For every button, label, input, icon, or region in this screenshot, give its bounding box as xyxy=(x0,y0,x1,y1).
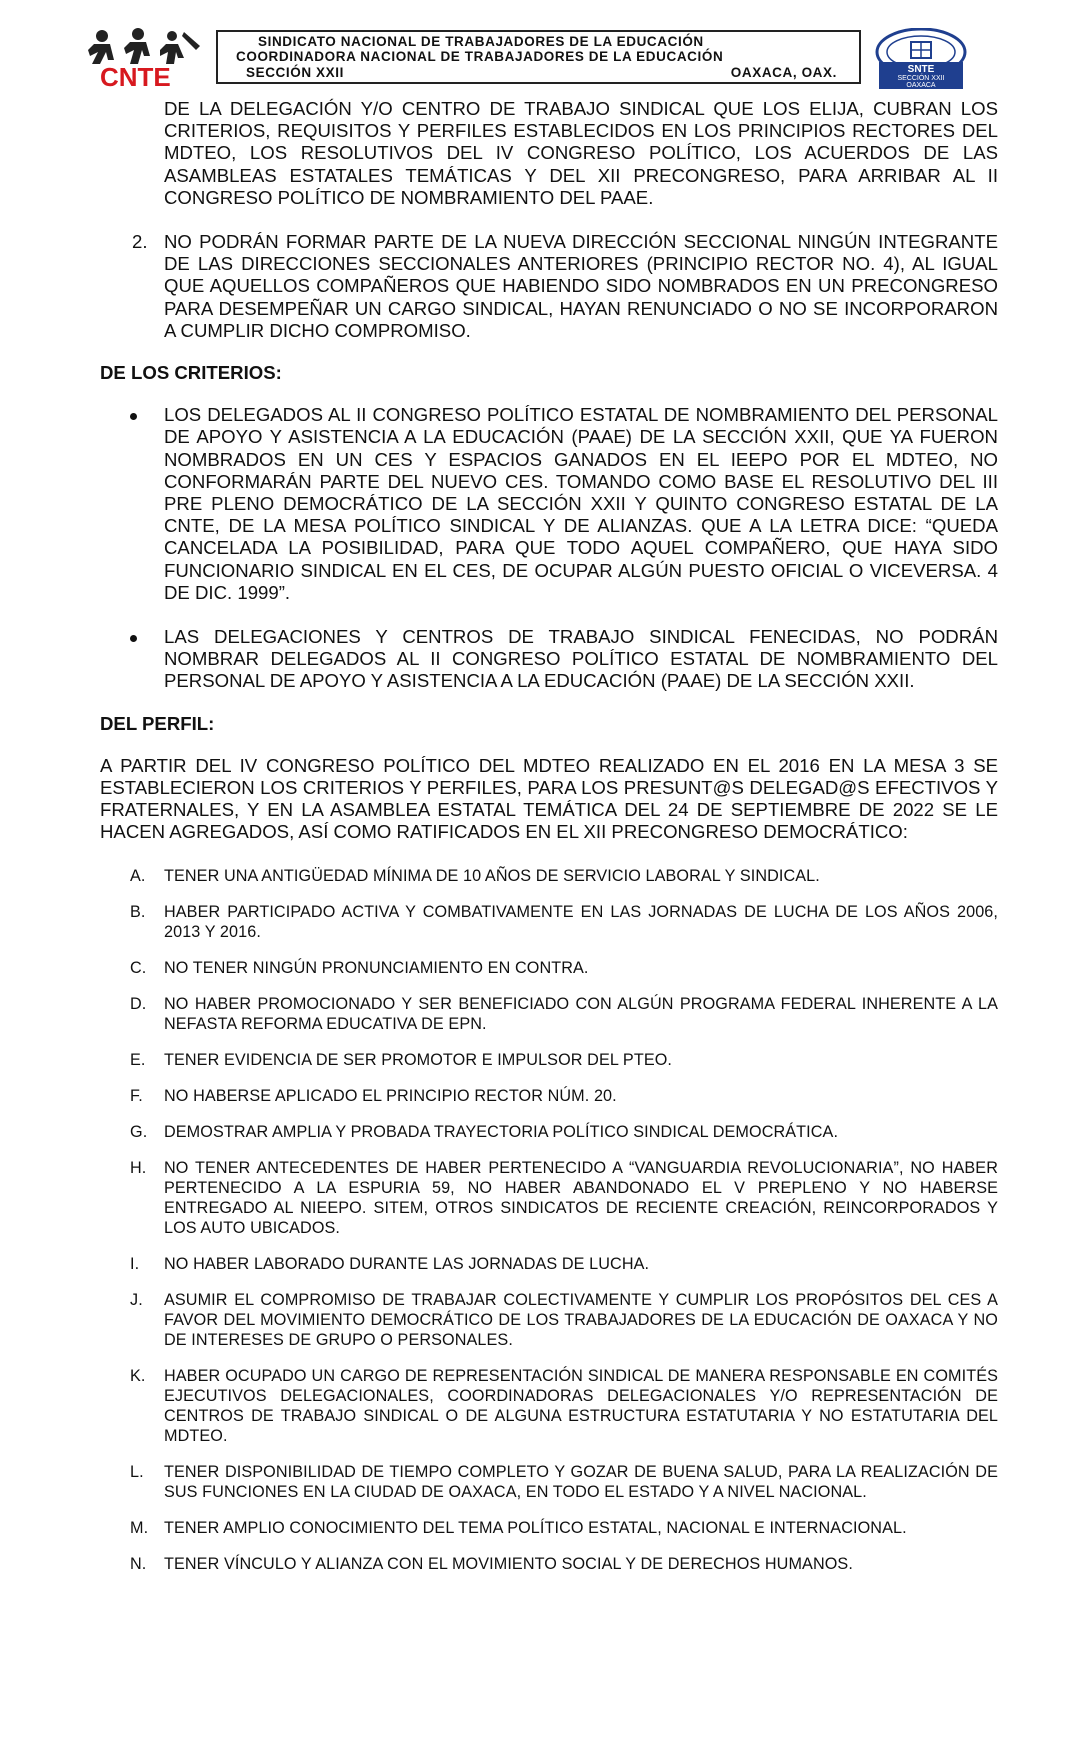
list-text: TENER VÍNCULO Y ALIANZA CON EL MOVIMIENTO SOCIAL Y DE DERECHOS HUMANOS. xyxy=(164,1554,853,1573)
list-text: TENER DISPONIBILIDAD DE TIEMPO COMPLETO Y GOZAR DE BUENA SALUD, PARA LA REALIZACIÓN DE SUS FUNCIONES EN LA CIUDAD DE OAXACA, EN TODO EL ESTADO Y A NIVEL NACIONAL. xyxy=(164,1462,998,1501)
snte-seal xyxy=(873,28,969,90)
item-number: 2. xyxy=(132,231,148,253)
list-item xyxy=(100,1554,998,1574)
list-text: TENER EVIDENCIA DE SER PROMOTOR E IMPULSOR DEL PTEO. xyxy=(164,1050,673,1069)
list-text: HABER OCUPADO UN CARGO DE REPRESENTACIÓN SINDICAL DE MANERA RESPONSABLE EN COMITÉS EJECUTIVOS DELEGACIONALES, COORDINADORAS DELEGACIONALES Y/O REPRESENTACIÓN DE CENTROS DE TRABAJO SINDICAL O DE ALGUNA ESTRUCTURA ESTATUTARIA Y NO ESTATUTARIA DEL MDTEO. xyxy=(164,1366,998,1445)
list-item xyxy=(100,958,998,978)
list-label: D. xyxy=(130,994,147,1013)
criterios-heading: DE LOS CRITERIOS: xyxy=(100,362,282,384)
cnte-logo xyxy=(80,24,210,90)
list-label: A. xyxy=(130,866,146,885)
criterio-bullet-2 xyxy=(100,626,998,693)
snte-seal-city: OAXACA xyxy=(906,82,936,89)
list-text: DEMOSTRAR AMPLIA Y PROBADA TRAYECTORIA POLÍTICO SINDICAL DEMOCRÁTICA. xyxy=(164,1122,839,1141)
header-city: OAXACA, OAX. xyxy=(730,65,837,80)
bullet-text: LAS DELEGACIONES Y CENTROS DE TRABAJO SINDICAL FENECIDAS, NO PODRÁN NOMBRAR DELEGADOS AL II CONGRESO POLÍTICO ESTATAL DE NOMBRAMIENTO DEL PERSONAL DE APOYO Y ASISTENCIA A LA EDUCACIÓN (PAAE) DE LA SECCIÓN XXII. xyxy=(164,626,998,692)
perfil-heading: DEL PERFIL: xyxy=(100,712,215,734)
list-text: TENER AMPLIO CONOCIMIENTO DEL TEMA POLÍTICO ESTATAL, NACIONAL E INTERNACIONAL. xyxy=(164,1518,907,1537)
list-item xyxy=(100,1290,998,1350)
document-header xyxy=(80,24,980,90)
cnte-logo-text: CNTE xyxy=(100,62,171,90)
list-item xyxy=(100,994,998,1034)
list-item xyxy=(100,1050,998,1070)
list-label: M. xyxy=(130,1518,149,1537)
list-label: J. xyxy=(130,1290,143,1309)
list-item xyxy=(100,902,998,942)
list-item xyxy=(100,1462,998,1502)
header-line-2: COORDINADORA NACIONAL DE TRABAJADORES DE LA EDUCACIÓN xyxy=(236,49,724,64)
list-text: HABER PARTICIPADO ACTIVA Y COMBATIVAMENTE EN LAS JORNADAS DE LUCHA DE LOS AÑOS 2006, 2013 Y 2016. xyxy=(164,902,998,941)
intro-continuation: DE LA DELEGACIÓN Y/O CENTRO DE TRABAJO SINDICAL QUE LOS ELIJA, CUBRAN LOS CRITERIOS, REQUISITOS Y PERFILES ESTABLECIDOS EN LOS PRINCIPIOS RECTORES DEL MDTEO, LOS RESOLUTIVOS DEL IV CONGRESO POLÍTICO, LOS ACUERDOS DE LAS ASAMBLEAS ESTATALES TEMÁTICAS Y DEL XII PRECONGRESO, PARA ARRIBAR AL II CONGRESO POLÍTICO DE NOMBRAMIENTO DEL PAAE. xyxy=(164,98,998,208)
list-label: C. xyxy=(130,958,147,977)
snte-seal-text: SNTE xyxy=(907,64,935,75)
list-item xyxy=(100,1122,998,1142)
list-text: NO HABER LABORADO DURANTE LAS JORNADAS DE LUCHA. xyxy=(164,1254,650,1273)
header-section: SECCIÓN XXII xyxy=(246,65,344,80)
bullet-icon xyxy=(130,413,137,420)
criterio-bullet-1 xyxy=(100,404,998,604)
list-text: ASUMIR EL COMPROMISO DE TRABAJAR COLECTIVAMENTE Y CUMPLIR LOS PROPÓSITOS DEL CES A FAVOR DEL MOVIMIENTO DEMOCRÁTICO DE LOS TRABAJADORES DE LA EDUCACIÓN DE OAXACA Y NO DE INTERESES DE GRUPO O PERSONALES. xyxy=(164,1290,998,1349)
snte-seal-section: SECCIÓN XXII xyxy=(897,75,945,82)
list-item xyxy=(100,1366,998,1446)
numbered-item-2 xyxy=(100,231,998,342)
list-label: F. xyxy=(130,1086,143,1105)
bullet-text: LOS DELEGADOS AL II CONGRESO POLÍTICO ESTATAL DE NOMBRAMIENTO DEL PERSONAL DE APOYO Y ASISTENCIA A LA EDUCACIÓN (PAAE) DE LA SECCIÓN XXII, QUE YA FUERON NOMBRADOS EN UN CES Y ESPACIOS GANADOS EN EL IEEPO POR EL MDTEO, NO CONFORMARÁN PARTE DEL NUEVO CES. TOMANDO COMO BASE EL RESOLUTIVO DEL III PRE PLENO DEMOCRÁTICO DE LA SECCIÓN XXII Y QUINTO CONGRESO ESTATAL DE LA CNTE, DE LA MESA POLÍTICO SINDICAL Y DE ALIANZAS. QUE A LA LETRA DICE: “QUEDA CANCELADA LA POSIBILIDAD, PARA QUE TODO AQUEL COMPAÑERO, QUE HAYA SIDO FUNCIONARIO SINDICAL EN EL CES, DE OCUPAR ALGÚN PUESTO OFICIAL O VICEVERSA. 4 DE DIC. 1999”. xyxy=(164,404,998,603)
list-text: TENER UNA ANTIGÜEDAD MÍNIMA DE 10 AÑOS DE SERVICIO LABORAL Y SINDICAL. xyxy=(164,866,820,885)
list-text: NO HABERSE APLICADO EL PRINCIPIO RECTOR NÚM. 20. xyxy=(164,1086,617,1105)
perfil-intro: A PARTIR DEL IV CONGRESO POLÍTICO DEL MDTEO REALIZADO EN EL 2016 EN LA MESA 3 SE ESTABLECIERON LOS CRITERIOS Y PERFILES, PARA LOS PRESUNT@S DELEGAD@S EFECTIVOS Y FRATERNALES, Y EN LA ASAMBLEA ESTATAL TEMÁTICA DEL 24 DE SEPTIEMBRE DE 2022 SE LE HACEN AGREGADOS, ASÍ COMO RATIFICADOS EN EL XII PRECONGRESO DEMOCRÁTICO: xyxy=(100,754,998,843)
header-title-box xyxy=(216,30,861,84)
list-label: K. xyxy=(130,1366,146,1385)
item-text: NO PODRÁN FORMAR PARTE DE LA NUEVA DIRECCIÓN SECCIONAL NINGÚN INTEGRANTE DE LAS DIRECCIONES SECCIONALES ANTERIORES (PRINCIPIO RECTOR NO. 4), AL IGUAL QUE AQUELLOS COMPAÑEROS QUE HABIENDO SIDO NOMBRADOS EN UN PRECONGRESO PARA DESEMPEÑAR UN CARGO SINDICAL, HAYAN RENUNCIADO O NO SE INCORPORARON A CUMPLIR DICHO COMPROMISO. xyxy=(164,231,998,341)
list-item xyxy=(100,1086,998,1106)
list-item xyxy=(100,1518,998,1538)
list-label: G. xyxy=(130,1122,148,1141)
header-line-1: SINDICATO NACIONAL DE TRABAJADORES DE LA EDUCACIÓN xyxy=(258,34,704,49)
list-text: NO TENER ANTECEDENTES DE HABER PERTENECIDO A “VANGUARDIA REVOLUCIONARIA”, NO HABER PERTENECIDO A LA ESPURIA 59, NO HABER ABANDONADO EL V PREPLENO Y NO HABERSE ENTREGADO AL NIEEPO. SITEM, OTROS SINDICATOS DE RECIENTE CREACIÓN, REINCORPORADOS Y LOS AUTO UBICADOS. xyxy=(164,1158,998,1237)
list-item xyxy=(100,1254,998,1274)
list-item xyxy=(100,1158,998,1238)
list-label: N. xyxy=(130,1554,147,1573)
list-item xyxy=(100,866,998,886)
list-label: E. xyxy=(130,1050,146,1069)
list-label: I. xyxy=(130,1254,140,1273)
list-text: NO TENER NINGÚN PRONUNCIAMIENTO EN CONTRA. xyxy=(164,958,589,977)
list-label: L. xyxy=(130,1462,144,1481)
document-body xyxy=(100,98,998,1574)
list-label: B. xyxy=(130,902,146,921)
bullet-icon xyxy=(130,635,137,642)
list-label: H. xyxy=(130,1158,147,1177)
perfil-list xyxy=(100,866,998,1574)
list-text: NO HABER PROMOCIONADO Y SER BENEFICIADO CON ALGÚN PROGRAMA FEDERAL INHERENTE A LA NEFASTA REFORMA EDUCATIVA DE EPN. xyxy=(164,994,998,1033)
